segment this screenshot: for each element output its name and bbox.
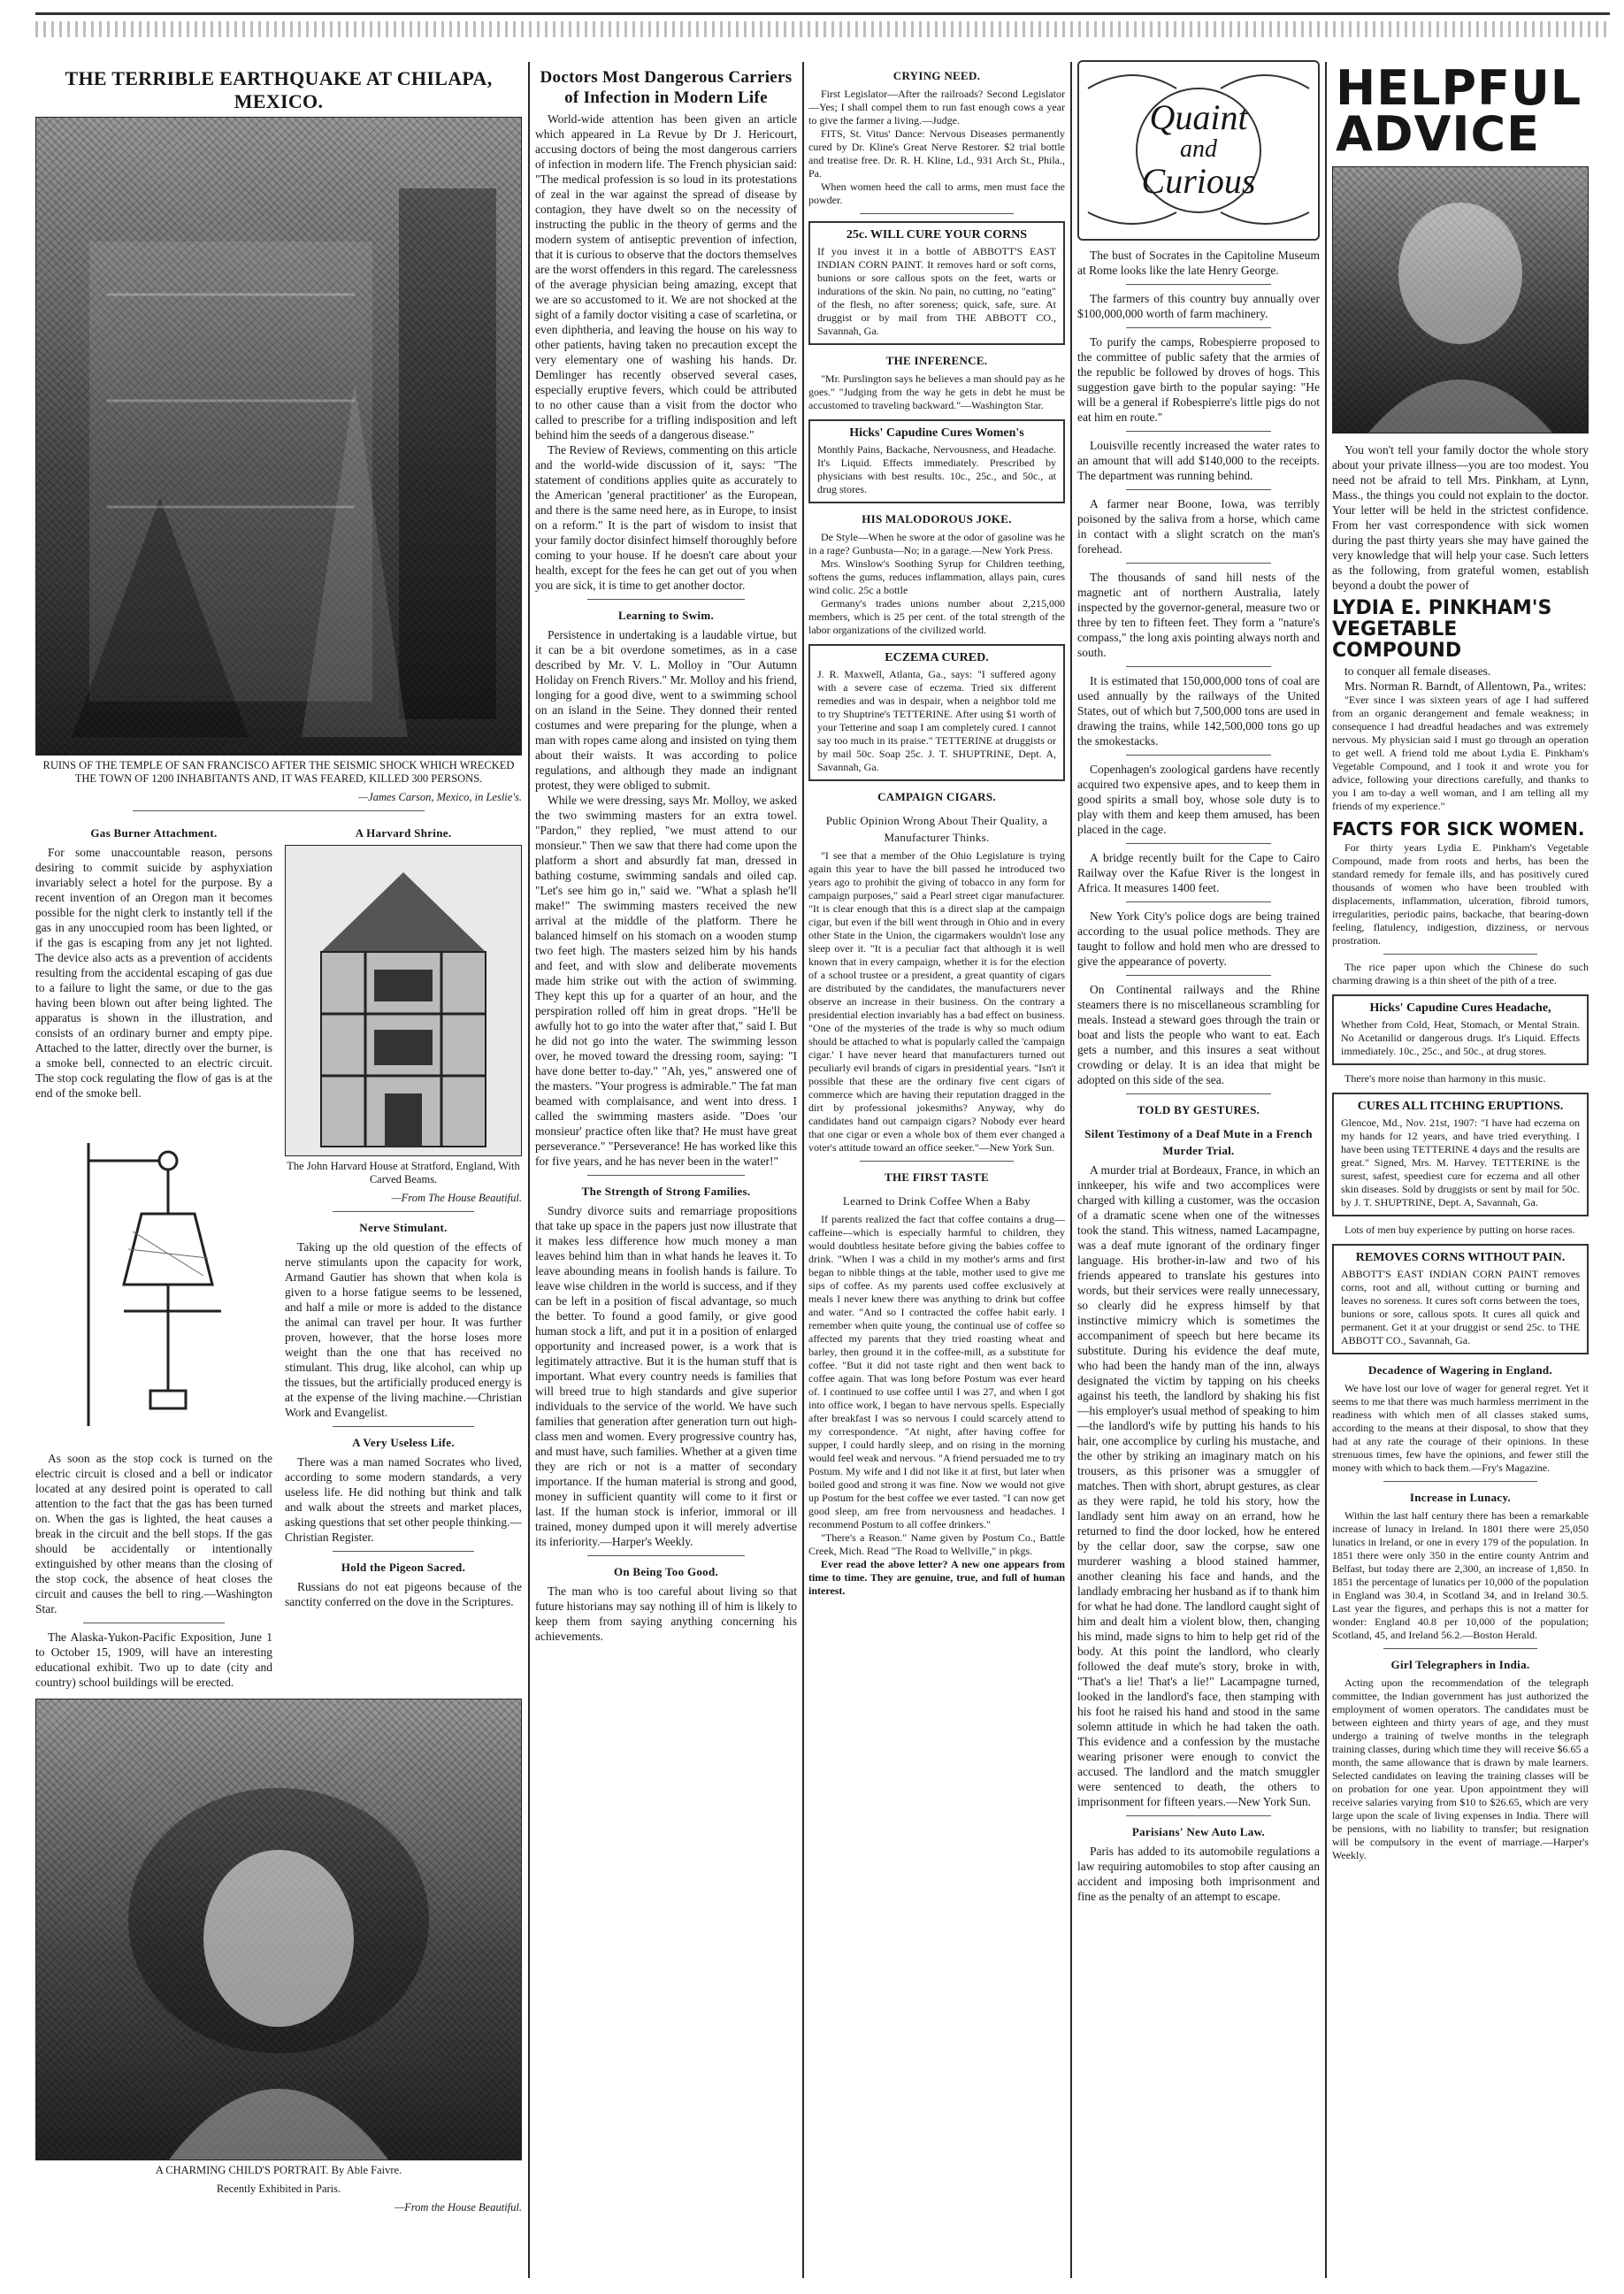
curious-item: New York City's police dogs are being trained according to the usual police methods. They are taught to follow and hold men who are dressed to give the appearance of poverty. [1077, 909, 1320, 968]
gas-burner-illustration [35, 1108, 272, 1444]
portrait-caption: A CHARMING CHILD'S PORTRAIT. By Able Faivre. [155, 2164, 402, 2176]
helpful-advice-header [1332, 60, 1589, 162]
divider [1126, 1093, 1271, 1094]
campaign-title: CAMPAIGN CIGARS. [877, 790, 996, 803]
taste-ever: Ever read the above letter? A new one appears from time to time. They are genuine, true, and full of human interest. [808, 1558, 1065, 1597]
pigeon-title: Hold the Pigeon Sacred. [341, 1561, 466, 1574]
doctors-body: World-wide attention has been given an article which appeared in La Revue by Dr J. Hericourt, accusing doctors of being the most dangerous carriers of infection in modern life. The French physician said: "The medical profession is so loud in its protestations of zeal in the war against the spread of disease by contagion, they have dwelt so on the necessity of instructing the public in the theory of germs and the modern system of antiseptic prevention of infection, that it is curious to observe that the doctors themselves are the worst offenders in this regard. The carelessness of the average physician being amazing, except that we are so accustomed to it. We are not shocked at the sight of a family doctor visiting a case of scarletina, or even diphtheria, and leaving the house on his way to other patients, having taken no precaution except the very elementary one of washing his hands. Dr. Demlinger has recently observed several cases, especially eruptive fevers, which could be attributed to no other cause than a visit from the doctor who called to prescribe for a trifling indisposition and left behind him the seeds of a dangerous disease." [535, 112, 797, 441]
itching-body: Glencoe, Md., Nov. 21st, 1907: "I have had eczema on my hands for 12 years, and have tried everything. I have been using TETTERINE 4 days and the results are great." Signed, Mrs. M. Harvey. TETTERINE is the surest, safest, speediest cure for eczema and all other skin diseases. Sold by druggists or sent by mail for 50c. by J. T. SHUPTRINE, Dept. A, Savannah, Ga. [1341, 1116, 1580, 1208]
child-portrait-photo [35, 1699, 522, 2160]
harvard-house-photo [285, 845, 522, 1156]
divider [333, 1211, 475, 1212]
families-title: The Strength of Strong Families. [581, 1185, 751, 1198]
eczema-title: ECZEMA CURED. [885, 651, 989, 664]
hicks-body: Monthly Pains, Backache, Nervousness, and Headache. It's Liquid. Effects immediately. Prescribed by physicians with best results. 10c., 25c., and 50c., at drug stores. [817, 443, 1056, 495]
lunacy-body: Within the last half century there has been a remarkable increase of lunacy in Ireland. In 1801 there were 25,050 lunatics in Ireland, or one in every 179 of the population. In 1851 there were only 350 in the entire county Antrim and Belfast, but today there are 2,300, an increase of 1,850. In 1851 the percentage of lunatics per 10,000 of the population in England was 30.4, in Scotland 34, and in Ireland 30.5. Last year the figures, and perhaps this is not a matter for wonder: England 40.8 per 10,000 of the population; Scotland, 45, and Ireland 56.2.—Boston Herald. [1332, 1509, 1589, 1641]
hicks-title: Hicks' Capudine Cures Women's [849, 426, 1024, 440]
divider [587, 599, 745, 600]
divider [333, 1551, 475, 1552]
crying-body: First Legislator—After the railroads? Second Legislator—Yes; I shall compel them to run fast enough cows a year to give the farmer a living.—Judge. [808, 88, 1065, 127]
pinkham-brand: LYDIA E. PINKHAM'S VEGETABLE COMPOUND [1332, 597, 1552, 662]
column-rule [802, 62, 804, 2278]
column-5 [1332, 60, 1589, 2285]
auto-body: Paris has added to its automobile regulations a law requiring automobiles to stop after causing an accident and imposing both imprisonment and fine as the penalty of an attempt to escape. [1077, 1845, 1320, 1903]
divider [1126, 1815, 1271, 1816]
useless-body: There was a man named Socrates who lived, according to some modern standards, a very useless life. He did nothing but think and talk and walk about the streets and market places, asking questions that set other people thinking.—Christian Register. [285, 1455, 522, 1544]
corns-body: If you invest it in a bottle of ABBOTT'S EAST INDIAN CORN PAINT. It removes hard or soft corns, bunions or sore callous spots on the feet, warts or indurations of the skin. No pain, no cutting, no "eating" of the flesh, no after soreness; quick, safe, sure. At druggist or by mail from THE ABBOTT CO., Savannah, Ga. [817, 245, 1056, 337]
divider [1126, 284, 1271, 285]
inference-body: "Mr. Purslington says he believes a man should pay as he goes." "Judging from the way he gets in debt he must be accustomed to traveling backward."—Washington Star. [808, 372, 1065, 411]
rice-paper: The rice paper upon which the Chinese do such charming drawing is a thin sheet of the pith of a tree. [1332, 961, 1589, 986]
earthquake-headline: THE TERRIBLE EARTHQUAKE AT CHILAPA, MEXICO. [65, 67, 493, 112]
horse-races: Lots of men buy experience by putting on horse races. [1344, 1224, 1575, 1236]
facts-title: FACTS FOR SICK WOMEN. [1332, 818, 1585, 840]
women-line: When women heed the call to arms, men must face the powder. [808, 180, 1065, 206]
column-rule [528, 62, 530, 2278]
nerve-title: Nerve Stimulant. [359, 1221, 448, 1234]
testimonial-body: "Ever since I was sixteen years of age I had suffered from an organic derangement and female weakness; in consequence I had dreadful headaches and was extremely nervous. My physician said I must go through an operation to get well. A friend told me about Lydia E. Pinkham's Vegetable Compound, and I took it and wrote you for advice, following your directions carefully, and thanks to you I am to-day a well woman, and I am telling all my friends of my experience." [1332, 694, 1589, 812]
curious-item: To purify the camps, Robespierre proposed to the committee of public safety that the armies of the republic be followed by droves of hogs. This suggestion gave birth to the popular saying: "He will be a general if Robespierre's little pigs do not eat him en route." [1077, 335, 1320, 424]
girls-body: Acting upon the recommendation of the telegraph committee, the Indian government has just authorized the employment of women operators. The candidates must be between eighteen and thirty years of age, and they must undergo a training of twelve months in the telegraph training classes, during which time they will receive $6.65 a month, the same allowance that is drawn by male learners. Selected candidates on leaving the training classes will be on probation for one year. Upon appointment they will receive salaries varying from $10 to $26.65, which are very large upon the scale of living expenses in India. There will be pensions, with no liability to transfer; but resignation will be compulsory in the event of marriage.—Harper's Weekly. [1332, 1676, 1589, 1861]
column-1-split [35, 817, 522, 1690]
column-rule [1325, 62, 1327, 2278]
portrait-credit: —From the House Beautiful. [395, 2201, 522, 2213]
gas-body: For some unaccountable reason, persons desiring to commit suicide by asphyxiation invariably select a hotel for the purpose. By a recent invention of an Oregon man it becomes possible for the night clerk to instantly tell if the gas in any unoccupied room has been lighted, or if the gas is escaping from any jet not lighted. The device also acts as a prevention of accidents resulting from the accidental escaping of gas due to a failure to light the same, or due to the gas having been blown out after being lighted. The apparatus is shown in the illustration, and consists of an ordinary burner and empty pipe. Attached to the latter, directly over the burner, is a smoke bell, connected to an electric circuit. The stop cock regulating the flow of gas is at the end of the smoke bell. [35, 846, 272, 1100]
campaign-sub: Public Opinion Wrong About Their Quality, a Manufacturer Thinks. [825, 814, 1048, 844]
taste-body: If parents realized the fact that coffee contains a drug—caffeine—which is especially harmful to children, they would doubtless hesitate before giving the babies coffee to drink. "When I was a child in my mother's arms and first began to nibble things at the table, mother used to give me sips of coffee. As my parents used coffee exclusively at meals I never knew there was anything to drink but coffee and water. "And so I contracted the coffee habit early. I remember when quite young, the continual use of coffee so affected my parents that they tried roasting wheat and barley, then ground it in the coffee-mill, as a substitute for coffee. "But it did not taste right and then went back to coffee again. That was long before Postum was ever heard of. I continued to use coffee until I was 27, and when I got into office work, I began to have nervous spells. Especially after breakfast I was so nervous I could scarcely attend to my correspondence. "At night, after having coffee for supper, I could hardly sleep, and on rising in the morning would feel weak and nervous. "A friend persuaded me to try Postum. My wife and I did not like it at first, but later when boiled good and strong it was fine. Now we would not give up Postum for the best coffee we ever tasted. "I can now get good sleep, am free from nervousness and headaches. I recommend Postum to all coffee drinkers." [808, 1213, 1065, 1531]
divider [133, 810, 425, 811]
curious-item: The farmers of this country buy annually over $100,000,000 worth of farm machinery. [1077, 292, 1320, 320]
doctors-body-continued: The Review of Reviews, commenting on this article and the world-wide discussion of it, says: "The statement of conditions applies quite as accurately to the American 'general practitioner' as the European, and there is the same need here, as in Europe, to insist on a reform." It is the part of wisdom to insist that your family doctor disinfect himself thoroughly before coming to your house. If he doesn't care about your health, except for the fees he can get out of you when you are sick, it is time to get another doctor. [535, 443, 797, 592]
taste-sub: Learned to Drink Coffee When a Baby [842, 1194, 1031, 1208]
noise-line: There's more noise than harmony in this music. [1344, 1072, 1546, 1085]
earthquake-caption: RUINS OF THE TEMPLE OF SAN FRANCISCO AFTER THE SEISMIC SHOCK WHICH WRECKED THE TOWN OF 1200 INHABITANTS AND, IT WAS FEARED, KILLED 300 PERSONS. [42, 759, 515, 785]
removes-corns-title: REMOVES CORNS WITHOUT PAIN. [1355, 1251, 1566, 1264]
curious-item: The bust of Socrates in the Capitoline Museum at Rome looks like the late Henry George. [1077, 249, 1320, 277]
curious-item: The thousands of sand hill nests of the magnetic ant of northern Australia, lately inspected by the governor-general, measure two or three by ten to fifteen feet. They form a "nature's compass," the long axis pointing always north and south. [1077, 571, 1320, 659]
masthead-text [1079, 99, 1318, 200]
joke-title: HIS MALODOROUS JOKE. [862, 512, 1012, 526]
hicks-ad [808, 419, 1065, 503]
swim-body-continued: While we were dressing, says Mr. Molloy, we asked the two swimming masters for an extra towel. "Pardon," they replied, "we must attend to our monsieur." Then we saw that there had come upon the platform a short and absurdly fat man, dressed in bathing costume, swimming sandals and oiled cap. "Let's see him go in," said we. "What a splash he'll make!" The swimming masters received the new arrival at the middle of the platform. There he balanced himself on his stomach on a wooden stump two feet high. The masters seized him by his hands and feet, and with slow and deliberate movements made him strike out with the action of swimming. They kept this up for a quarter of an hour, and the perspiration rolled off him in great drops. "He'll be awfully hot to go into the water after that," said I. But he did not go into the water. The swimming lesson over, he moved toward the dressing room, saying: "I have done better to-day." "Ah, yes," answered one of the masters. "Your progress is admirable." The fat man beamed with complaisance, and went into dress. I called the swimming masters aside. "Does 'our monsieur' practice often like that? He must have great perseverance." "Perseverance! He has worked like this for five years, and he has never been in the water!" [535, 794, 797, 1168]
shrine-caption: The John Harvard House at Stratford, England, With Carved Beams. [287, 1160, 520, 1185]
auto-title: Parisians' New Auto Law. [1131, 1825, 1266, 1838]
gas-body-continued: As soon as the stop cock is turned on the electric circuit is closed and a bell or indicator located at any desired point is operated to call attention to the fact that the gas has been turned on. When the gas is lighted, the heat causes a break in the circuit and the bell stops. If the gas should be accidentally or intentionally extinguished by other means than the closing of the stop cock, the absence of heat closes the circuit and causes the bell to ring.—Washington Star. [35, 1452, 272, 1615]
shrine-credit: —From The House Beautiful. [391, 1192, 522, 1204]
taste-title: THE FIRST TASTE [885, 1170, 989, 1184]
corns-title: 25c. WILL CURE YOUR CORNS [846, 228, 1028, 242]
earthquake-credit: —James Carson, Mexico, in Leslie's. [358, 791, 522, 803]
divider [333, 1426, 475, 1427]
eczema-body: J. R. Maxwell, Atlanta, Ga., says: "I suffered agony with a severe case of eczema. Tried six different remedies and was in despair, when a neighbor told me to try Shuptrine's TETTERINE. After using $1 worth of your Tetterine and soap I am completely cured. I cannot say too much in its praise." TETTERINE at druggists or by mail 50c. Soap 25c. J. T. SHUPTRINE, Dept. A, Savannah, Ga. [817, 668, 1056, 773]
alaska-exposition: The Alaska-Yukon-Pacific Exposition, June 1 to October 15, 1909, will have an interesting educational exhibit. Two up to date (city and country) school buildings will be erected. [35, 1630, 272, 1689]
doctors-title: Doctors Most Dangerous Carriers of Infection in Modern Life [540, 68, 793, 107]
taste-reason: "There's a Reason." Name given by Postum Co., Battle Creek, Mich. Read "The Road to Wellville," in pkgs. [808, 1531, 1065, 1557]
pigeon-body: Russians do not eat pigeons because of the sanctity conferred on the dove in the Scriptures. [285, 1580, 522, 1608]
column-1-right [285, 817, 522, 1690]
lunacy-title: Increase in Lunacy. [1409, 1491, 1512, 1504]
divider [587, 1555, 745, 1556]
gestures-body: A murder trial at Bordeaux, France, in which an innkeeper, his wife and two accomplices were charged with killing a customer, was the occasion of a dramatic scene when one of the witnesses took the stand. This witness, named Lacampagne, was a deaf mute ignorant of the ordinary finger language. His brother-in-law and two of his friends appeared to translate his gestures into words, but their services were really unnecessary, so clearly did he express himself by that instinctive mimicry which is sometimes the accompaniment of speech but here became its substitute. During his evidence the deaf mute, who had been the handy man of the inn, always designated the victim by tapping on his cheeks against his teeth, the landlord by shaking his fist—his employer's usual method of speaking to him—the landlord's wife by putting his hands to his hair, one accomplice by curling his mustache, and the other by striking an imaginary match on his trousers, as this prisoner was a smuggler of matches. Then with short, abrupt gestures, as clear as they were rapid, he told his story, how the landlady sent him away on an errand, how he returned to find the door locked, how he entered by the cellar door, saw the corpse, saw one murderer washing a blood stained hammer, another cleaning his face and hands, and the landlady embracing her husband as if to thank him for what he had done. The landlord caught sight of him and dealt him a violent blow, then, changing his mind, made signs to him to help get rid of the body. At this point the landlord, who clearly followed the deaf mute's story, broke in with, "That's a lie! That's a lie!" Lacampagne turned, looked in the landlord's face, then stamping with his foot he raised his hand and stood in the same solemn attitude in which he had taken the oath. This evidence and a confession by the mustache wearing prisoner were enough to convict the accused. The landlord and the match smuggler were sentenced to death, the others to imprisonment for fifteen years.—New York Sun. [1077, 1163, 1320, 1808]
swim-title: Learning to Swim. [617, 609, 715, 622]
joke-body: De Style—When he swore at the odor of gasoline was he in a rage? Gunbusta—No; in a garage.—New York Press. [808, 531, 1065, 556]
top-rule [35, 12, 1610, 15]
pinkham-brand-sub: to conquer all female diseases. [1344, 664, 1491, 678]
divider [1126, 327, 1271, 328]
winslow-ad: Mrs. Winslow's Soothing Syrup for Children teething, softens the gums, reduces inflammation, allays pain, cures wind colic. 25c a bottle [808, 557, 1065, 596]
toogood-title: On Being Too Good. [613, 1565, 719, 1578]
divider [1126, 901, 1271, 902]
facts-body: For thirty years Lydia E. Pinkham's Vegetable Compound, made from roots and herbs, has been the standard remedy for female ills, and has positively cured thousands of women who have been troubled with displacements, inflammation, ulceration, fibroid tumors, irregularities, periodic pains, backache, that bearing-down feeling, flatulency, indigestion, dizziness, or nervous prostration. [1332, 841, 1589, 947]
top-band-ornament [35, 21, 1610, 37]
gas-burner-diagram [35, 1108, 272, 1444]
removes-corns-ad [1332, 1244, 1589, 1354]
corns-ad [808, 221, 1065, 345]
divider [1126, 975, 1271, 976]
itching-ad [1332, 1093, 1589, 1216]
curious-item: Copenhagen's zoological gardens have recently acquired two expensive apes, and to keep them in good spirits a small boy, whose sole duty is to play with them and keep them amused, has been placed in the cage. [1077, 763, 1320, 836]
gestures-title: TOLD BY GESTURES. [1137, 1103, 1260, 1116]
quaint-curious-masthead [1077, 60, 1320, 241]
divider [1126, 431, 1271, 432]
divider [1126, 489, 1271, 490]
removes-corns-body: ABBOTT'S EAST INDIAN CORN PAINT removes corns, root and all, without cutting or burning and leaves no soreness. It cures soft corns between the toes, bunions or sore, callous spots. It cures all quick and permanent. Get it at your druggist or send 25c. to THE ABBOTT CO., Savannah, Ga. [1341, 1268, 1580, 1346]
divider [860, 1161, 1014, 1162]
column-4 [1077, 60, 1320, 2285]
woman-portrait-illustration [1333, 167, 1588, 433]
portrait-sub: Recently Exhibited in Paris. [216, 2183, 341, 2195]
masthead-curious: Curious [1141, 161, 1256, 201]
divider [1383, 1648, 1537, 1649]
hicks-headache-ad [1332, 994, 1589, 1065]
column-1 [35, 60, 522, 2285]
nerve-body: Taking up the old question of the effects of nerve stimulants upon the capacity for work, Armand Gautier has shown that when kola is given to a horse fatigue seems to be lessened, and half a mile or more is added to the distance the animal can travel per hour. It was further proven, however, that the horse loses more weight than the one that has received no stimulant. This drug, like alcohol, can whip up the tissues, but the artificially produced energy is at the expense of the living machine.—Christian Work and Evangelist. [285, 1240, 522, 1419]
ruins-illustration [36, 118, 521, 755]
useless-title: A Very Useless Life. [352, 1436, 455, 1449]
earthquake-photo [35, 117, 522, 756]
column-1-left [35, 817, 272, 1690]
girls-title: Girl Telegraphers in India. [1390, 1658, 1530, 1671]
itching-title: CURES ALL ITCHING ERUPTIONS. [1357, 1100, 1564, 1113]
fits-ad: FITS, St. Vitus' Dance: Nervous Diseases permanently cured by Dr. Kline's Great Nerve Restorer. $2 trial bottle and treatise free. Dr. R. H. Kline, Ld., 931 Arch St., Phila., Pa. [808, 127, 1065, 180]
wagering-title: Decadence of Wagering in England. [1368, 1363, 1552, 1377]
divider [1126, 755, 1271, 756]
campaign-body: "I see that a member of the Ohio Legislature is trying again this year to have the bill passed he introduced two years ago to prohibit the giving of tobacco in any form for campaign purposes," said a Pearl street cigar manufacturer. "It is clear enough that this is a direct slap at the campaign cigar, but even if the bill went through in Ohio and in every other State in the Union, the cigarmakers wouldn't lose any sleep over it. "It is a peculiar fact that although it is well known that in every campaign, whether it is for the election of a school trustee or a president, a great quantity of cigars are distributed by the candidates, the manufacturers never observe an increase in their business. On the contrary a presidential election invariably has a bad effect on business. "One of the mysteries of the trade is why so much odium should be attached to what is popularly called the 'campaign cigar.' I have never heard that manufacturers turned out peculiarly evil brands of cigars in presidential years. "Isn't it possible that these are the ordinary five cent cigars of commerce which are having their reputation dragged in the dirt by professional jokesmiths? Anyway, why do candidates hand out campaign cigars? Nobody ever heard that one cigar or even a whole box of them ever changed a voter's attitude toward an office seeker."—New York Sun. [808, 849, 1065, 1154]
families-body: Sundry divorce suits and remarriage propositions that take up space in the papers just now illustrate that it makes less difference how much money a man leaves behind him than in what hands he leaves it. To leave abounding means in foolish hands is failure. To leave wise children in the world is success, and if they can be left in a position of fiscal advantage, so much the better. To found a good family, or give good human stock a lift, and put it in a position of enlarged opportunity and increased power, is a work that is legitimately attractive. But it is the human stuff that is important. What every country needs is families that will breed true to high standards and give superior individuals to the service of the world. We have such families that generation after generation turn out high-class men and women. Every progressive country has, and must have, such families. Whether at a given time they are rich or not is a matter of secondary importance. If the human material is strong and good, money in sufficient quantity will come to it first or last. If the human stock is inferior, immoral or ill trained, money dumped upon it will merely advertise its inferiority.—Harper's Weekly. [535, 1204, 797, 1548]
curious-item: A farmer near Boone, Iowa, was terribly poisoned by the saliva from a horse, which came in contact with a slight scratch on the man's forehead. [1077, 497, 1320, 556]
masthead-and: and [1180, 135, 1217, 163]
curious-item: A bridge recently built for the Cape to Cairo Railway over the Kafue River is the longest in Africa. It measures 1400 feet. [1077, 851, 1320, 894]
curious-item: Louisville recently increased the water rates to an amount that will add $140,000 to the receipts. The department was running behind. [1077, 439, 1320, 482]
hicks-headache-body: Whether from Cold, Heat, Stomach, or Mental Strain. No Acetanilid or dangerous drugs. It's Liquid. Effects immediately. 10c., 25c., and 50c., at drug stores. [1341, 1018, 1580, 1057]
divider [860, 213, 1014, 214]
child-portrait-illustration [36, 1699, 521, 2160]
eczema-ad [808, 644, 1065, 781]
column-2 [535, 60, 797, 2285]
helpful-advice-masthead: HELPFUL ADVICE [1336, 60, 1582, 162]
wagering-body: We have lost our love of wager for general regret. Yet it seems to me that there was much harmless merriment in the readiness with which men of all classes staked sums, according to the means at their disposal, to show that they had at any rate the courage of their opinions. In these strenuous times, few have the opinions, and fewer still the money with which to back them.—Fry's Magazine. [1332, 1382, 1589, 1474]
curious-item: It is estimated that 150,000,000 tons of coal are used annually by the railways of the United States, out of which but 7,500,000 tons are used in drawing the trains, while 142,500,000 tons go up the smokestacks. [1077, 674, 1320, 748]
divider [587, 1175, 745, 1176]
curious-item: On Continental railways and the Rhine steamers there is no miscellaneous scrambling for meals. Instead a steward goes through the train or boat and lists the people who want to eat. Each gets a number, and this insures a seat without crowding or delay. It is an idea that might be adopted on this side of the sea. [1077, 983, 1320, 1086]
column-3 [808, 60, 1065, 2285]
divider [1126, 563, 1271, 564]
divider [1126, 666, 1271, 667]
german-unions: Germany's trades unions number about 2,215,000 members, which is 25 per cent. of the total strength of the labor organizations of the civilized world. [808, 597, 1065, 636]
woman-portrait-photo [1332, 166, 1589, 433]
hicks-headache-title: Hicks' Capudine Cures Headache, [1369, 1001, 1551, 1015]
gestures-sub: Silent Testimony of a Deaf Mute in a French Murder Trial. [1084, 1127, 1313, 1157]
divider [1383, 1481, 1537, 1482]
swim-body: Persistence in undertaking is a laudable virtue, but it can be a bit overdone sometimes, as in a case described by Mr. V. L. Molloy in "Our Autumn Holiday on French Rivers." Mr. Molloy and his friend, longing for a good dive, went to a swimming school on an island in the Seine. They donned their rented costumes and were preparing for the plunge, when a man with ropes came along and insisted on tying them about their waists. It was according to police regulations, and although they made an indignant protest, they were obliged to submit. [535, 628, 797, 792]
gas-title: Gas Burner Attachment. [90, 826, 218, 840]
column-rule [1070, 62, 1072, 2278]
harvard-house-illustration [286, 846, 521, 1155]
pinkham-intro: You won't tell your family doctor the whole story about your private illness—you are too modest. You need not be afraid to tell Mrs. Pinkham, at Lynn, Mass., the things you could not explain to the doctor. Your letter will be held in the strictest confidence. From her vast correspondence with sick women during the past thirty years she may have gained the very knowledge that will help your case. Such letters as the following, from grateful women, establish beyond a doubt the power of [1332, 443, 1589, 592]
crying-title: CRYING NEED. [892, 69, 981, 82]
toogood-body: The man who is too careful about living so that future historians may say nothing ill of him is likely to keep them from saying anything concerning his achievements. [535, 1584, 797, 1643]
inference-title: THE INFERENCE. [885, 354, 988, 367]
shrine-title: A Harvard Shrine. [355, 826, 452, 840]
divider [1126, 843, 1271, 844]
divider [1383, 954, 1537, 955]
testimonial-intro: Mrs. Norman R. Barndt, of Allentown, Pa., writes: [1344, 679, 1587, 693]
masthead-quaint: Quaint [1149, 97, 1248, 137]
